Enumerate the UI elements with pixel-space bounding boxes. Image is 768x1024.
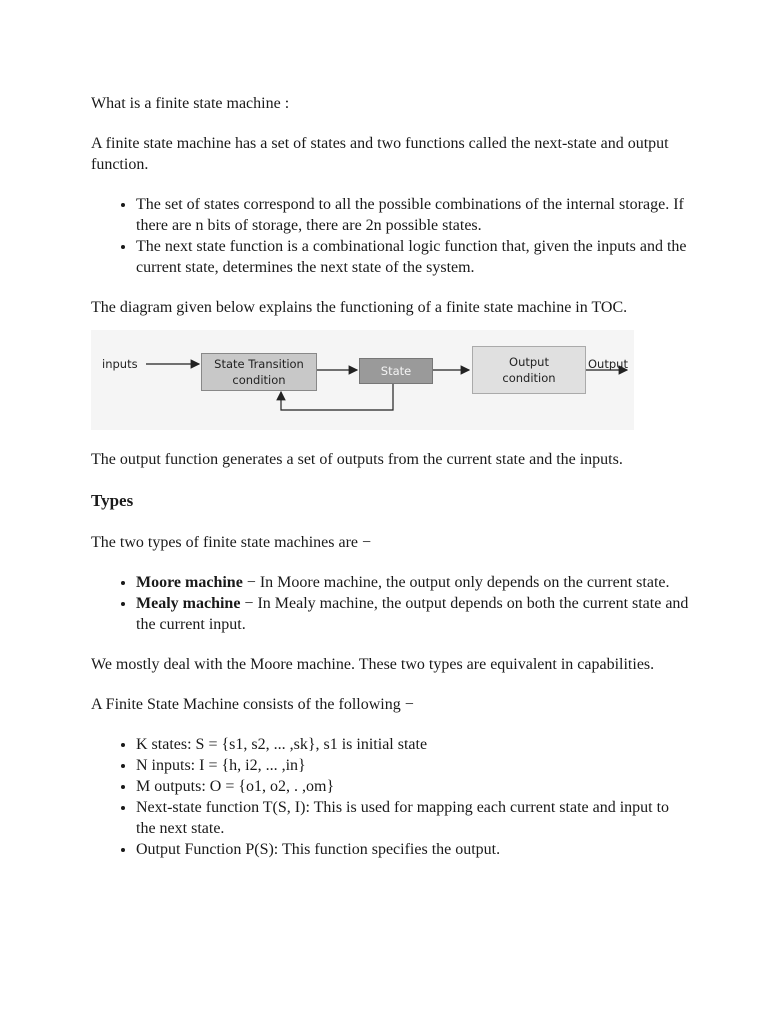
list-item: • Output Function P(S): This function specifies the output. xyxy=(136,839,691,860)
types-intro-paragraph: The two types of finite state machines are − xyxy=(91,534,372,551)
moore-term: Moore machine xyxy=(136,574,243,591)
moore-paragraph: We mostly deal with the Moore machine. These two types are equivalent in capabilities. xyxy=(91,656,655,673)
output-label: Output xyxy=(588,357,628,371)
moore-description: − In Moore machine, the output only depends on the current state. xyxy=(242,574,670,591)
output-function-paragraph: The output function generates a set of outputs from the current state and the inputs. xyxy=(91,451,623,468)
fsm-components-list xyxy=(91,734,691,860)
list-item: • N inputs: I = {h, i2, ... ,in} xyxy=(136,755,691,776)
intro-heading: What is a finite state machine : xyxy=(91,95,290,112)
mealy-term: Mealy machine xyxy=(136,595,241,612)
mealy-description: − In Mealy machine, the output depends on both the current state and the current input. xyxy=(136,595,689,633)
output-condition-box: Output condition xyxy=(472,346,586,394)
fsm-components-intro: A Finite State Machine consists of the following − xyxy=(91,696,414,713)
state-transition-box: State Transition condition xyxy=(201,353,317,391)
types-heading: Types xyxy=(91,491,134,510)
list-item: • The set of states correspond to all the possible combinations of the internal storage. If there are n bits of storage, there are 2n possible states. xyxy=(136,194,691,236)
document-body xyxy=(91,93,691,879)
list-item: • K states: S = {s1, s2, ... ,sk}, s1 is initial state xyxy=(136,734,691,755)
intro-bullet-list xyxy=(91,194,691,278)
list-item: • The next state function is a combinational logic function that, given the inputs and the current state, determines the next state of the system. xyxy=(136,236,691,278)
list-item: • M outputs: O = {o1, o2, . ,om} xyxy=(136,776,691,797)
intro-paragraph: A finite state machine has a set of states and two functions called the next-state and output function. xyxy=(91,135,669,173)
diagram-intro-paragraph: The diagram given below explains the functioning of a finite state machine in TOC. xyxy=(91,299,628,316)
fsm-diagram xyxy=(91,330,634,430)
list-item xyxy=(136,572,691,593)
types-bullet-list xyxy=(91,572,691,635)
list-item xyxy=(136,593,691,635)
state-box: State xyxy=(359,358,433,384)
list-item: • Next-state function T(S, I): This is used for mapping each current state and input to the next state. xyxy=(136,797,691,839)
inputs-label: inputs xyxy=(102,357,138,371)
